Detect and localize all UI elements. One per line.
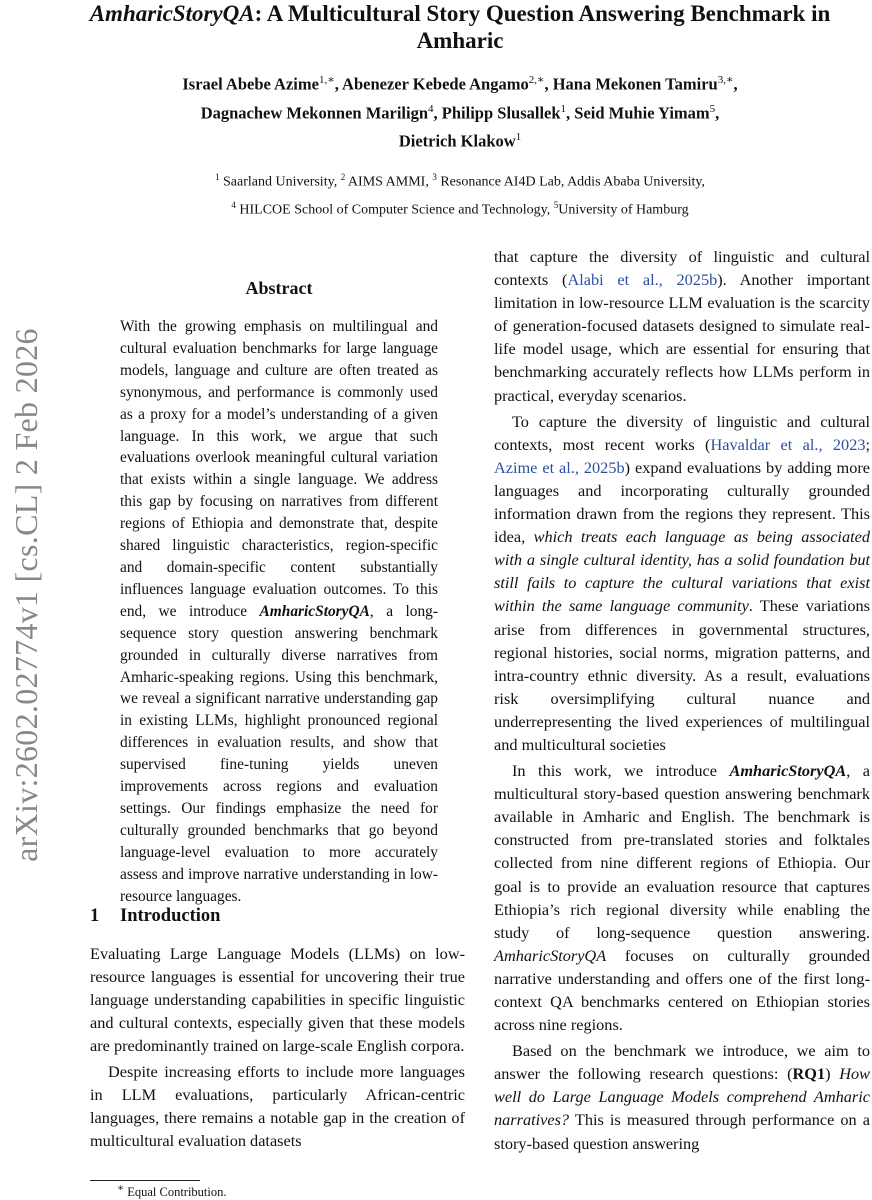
author: Israel Abebe Azime [182,74,319,94]
benchmark-name: AmharicStoryQA [494,945,607,965]
footnote-rule [90,1180,200,1181]
abstract-part: , a long-sequence story question answering benchmark grounded in culturally diverse narratives from Amharic-speaking regions. Using this benchmark, we reveal a significant narrative understanding gap in existing LLMs, highlight pronounced regional differences in evaluation results, and show that supervised fine-tuning yields uneven improvements across regions and evaluation settings. Our findings emphasize the need for culturally grounded benchmarks that go beyond language-level evaluation to more accurately assess and improve narrative understanding in low-resource languages. [120,602,438,905]
section-title: Introduction [120,906,221,926]
affil-mark: 2 [340,172,346,182]
text-run: ) [825,1064,840,1084]
author: Dagnachew Mekonnen Marilign [200,103,429,122]
left-column-text [90,942,465,1152]
author: Dietrich Klakow [398,131,516,151]
author: Abenezer Kebede Angamo [342,74,529,94]
affil-mark: 5 [553,199,559,210]
footnote-mark: ∗ [117,1183,125,1194]
citation-link[interactable]: Alabi et al., 2025b [567,270,718,290]
paragraph [494,245,870,407]
title-rest: : A Multicultural Story Question Answering Benchmark in Amharic [254,1,831,53]
author-mark: 3,∗ [717,74,734,86]
author-mark: 1,∗ [318,74,335,86]
text-run: ) expand evaluations by adding more languages and incorporating culturally grounded information drawn from the regions they represent. This idea, [494,457,871,547]
affil-mark: 4 [231,199,236,210]
arxiv-identifier: arXiv:2602.02774v1 [cs.CL] 2 Feb 2026 [8,328,44,862]
citation-link[interactable]: Havaldar et al., 2023 [710,434,866,454]
text-run: This is measured through performance on a story-based question answering [494,1110,870,1153]
text-run: that capture the diversity of linguistic and cultural contexts ( [494,247,870,290]
abstract-benchmark-name: AmharicStoryQA [259,602,370,620]
section-heading-introduction [90,906,470,927]
section-number: 1 [90,906,100,926]
abstract-part: With the growing emphasis on multilingual and cultural evaluation benchmarks for large language models, language and culture are often treated as synonymous, and performance is commonly used as a proxy for a model’s understanding of a given language. In this work, we argue that such evaluations overlook meaningful cultural variation that exists within a single language. We address this gap by focusing on narratives from different regions of Ethiopia and demonstrate that, despite shared linguistic characteristics, region-specific and domain-specific content substantially influences language evaluation outcomes. To this end, we introduce [120,318,438,620]
text-run: focuses on culturally grounded narrative understanding and offers one of the first long-context QA benchmarks centered on Ethiopian stories across nine regions. [494,945,870,1035]
abstract-heading: Abstract [245,278,313,298]
text-run: In this work, we introduce [512,761,730,781]
affiliation: AIMS AMMI [347,174,426,190]
author: Philipp Slusallek [441,103,561,122]
author: Seid Muhie Yimam [574,103,710,122]
paragraph [494,759,870,1036]
text-run: ; [865,434,871,454]
text-run: To capture the diversity of linguistic and cultural contexts, most recent works ( [494,411,870,454]
author-mark: 5 [709,102,716,115]
author: Hana Mekonen Tamiru [552,74,718,94]
text-run: ). Another important limitation in low-resource LLM evaluation is the scarcity of generation-focused datasets designed to simulate real-life model usage, which are essential for ensuring that benchmarking accurately reflects how LLMs perform in practical, everyday scenarios. [494,270,870,405]
author-list: Israel Abebe Azime$^{1,∗}$, Abenezer Kebede Angamo$^{2,∗}$, Hana Mekonen Tamiru$^{3,∗}$, Dagnachew Mekonnen Marilign$^4$, Philipp Slusallek$^1$, Seid Muhie Yimam$^5$, Dietrich Klakow$^1$ [182,74,738,151]
research-question-label: RQ1 [792,1064,826,1084]
benchmark-name: AmharicStoryQA [729,761,847,781]
author-mark: 4 [428,102,434,115]
right-column-text [494,245,870,1155]
paragraph [494,1039,870,1154]
author-mark: 1 [560,102,567,115]
text-run: , a multicultural story-based question answering benchmark available in Amharic and English. The benchmark is constructed from pre-translated stories and folktales collected from nine different regions of Ethiopia. Our goal is to provide an evaluation resource that captures Ethiopia’s rich regional diversity while enabling the study of long-sequence question answering. [494,761,870,942]
affiliation: Saarland University [223,174,334,190]
affiliations: $^1$ Saarland University, $^2$ AIMS AMMI, $^3$ Resonance AI4D Lab, Addis Ababa University, $^4$ HILCOE School of Computer Science and Technology, $^5$University of Hamburg [215,172,705,218]
title-benchmark-name: AmharicStoryQA [89,1,255,26]
text-run: . These variations arise from differences in governmental structures, regional histories, social norms, migration patterns, and intra-country ethnic diversity. As a result, evaluations risk oversimplifying cultural nuance and underrepresenting the lived experiences of multilingual and multicultural societies [494,596,870,754]
emphasis: which treats each language as being associated with a single cultural identity, has a solid foundation but still fails to capture the cultural variations that exist within the same language community [494,527,870,616]
author-mark: 1 [515,131,522,143]
paper-title [70,0,850,54]
emphasis: How well do Large Language Models comprehend Amharic narratives? [494,1064,871,1130]
abstract-text [120,316,438,907]
paragraph: Despite increasing efforts to include more languages in LLM evaluations, particularly African-centric languages, there remains a notable gap in the creation of multicultural evaluation datasets [90,1062,465,1150]
affiliation: Resonance AI4D Lab, Addis Ababa University [440,174,702,190]
paragraph [494,410,870,756]
affil-mark: 1 [215,172,220,182]
author-mark: 2,∗ [528,74,545,86]
text-run: Based on the benchmark we introduce, we aim to answer the following research questions: ( [494,1041,870,1084]
affil-mark: 3 [432,172,437,182]
footnote-text: Equal Contribution. [127,1185,227,1200]
paragraph: Evaluating Large Language Models (LLMs) on low-resource languages is essential for uncovering their true language understanding capabilities in specific linguistic and cultural contexts, especially given that these models are predominantly trained on large-scale English corpora. [90,944,465,1055]
footnote [117,1182,227,1200]
affiliation: HILCOE School of Computer Science and Technology [239,202,547,218]
affiliation: University of Hamburg [558,202,689,218]
citation-link[interactable]: Azime et al., 2025b [494,457,625,477]
